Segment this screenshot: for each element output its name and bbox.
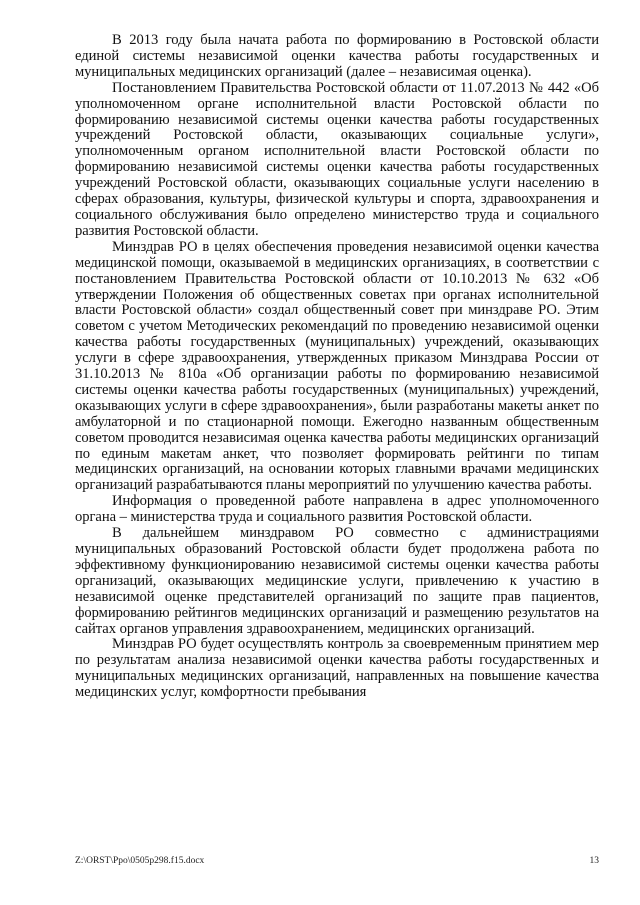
- paragraph-control: Минздрав РО будет осуществлять контроль за своевременным принятием мер по результатам анализа независимой оценки качества работы государственных и муниципальных медицинских организаций, направленных на повышение качества медицинских услуг, комфортности пребывания: [75, 636, 599, 701]
- page-number: 13: [589, 856, 599, 866]
- footer-file-path: Z:\ORST\Ppo\0505p298.f15.docx: [75, 856, 205, 866]
- page-footer: [75, 855, 599, 869]
- paragraph-government-resolution-442: Постановлением Правительства Ростовской области от 11.07.2013 № 442 «Об уполномоченном органе исполнительной власти Ростовской области по формированию независимой системы оценки качества работы государственных учреждений Ростовской области, оказывающих социальные услуги», уполномоченным органом исполнительной власти Ростовской области по формированию независимой системы оценки качества работы государственных учреждений Ростовской области, оказывающих социальные услуги населению в сферах образования, культуры, физической культуры и спорта, здравоохранения и социального обслуживания было определено министерство труда и социального развития Ростовской области.: [75, 79, 599, 239]
- paragraph-public-council: Минздрав РО в целях обеспечения проведения независимой оценки качества медицинской помощи, оказываемой в медицинских организациях, в соответствии с постановлением Правительства Ростовской области от 10.10.2013 № 632 «Об утверждении Положения об общественных советах при органах исполнительной власти Ростовской области» создал общественный совет при минздраве РО. Этим советом с учетом Методических рекомендаций по проведению независимой оценки качества работы государственных (муниципальных) учреждений, оказывающих услуги в сфере здравоохранения, утвержденных приказом Минздрава России от 31.10.2013 № 810а «Об организации работы по формированию независимой системы оценки качества работы государственных (муниципальных) учреждений, оказывающих услуги в сфере здравоохранения», были разработаны макеты анкет по амбулаторной и по стационарной помощи. Ежегодно названным общественным советом проводится независимая оценка качества работы медицинских организаций по единым макетам анкет, что позволяет формировать рейтинги по типам медицинских организаций, на основании которых главными врачами медицинских организаций разрабатываются планы мероприятий по улучшению качества работы.: [75, 238, 599, 494]
- paragraph-information-sent: Информация о проведенной работе направлена в адрес уполномоченного органа – министерства труда и социального развития Ростовской области.: [75, 493, 599, 526]
- document-body: [75, 33, 599, 701]
- paragraph-further-work: В дальнейшем минздравом РО совместно с администрациями муниципальных образований Ростовской области будет продолжена работа по эффективному функционированию независимой системы оценки качества работы организаций, оказывающих медицинские услуги, привлечению к участию в независимой оценке представителей организаций по защите прав пациентов, формированию рейтингов медицинских организаций и размещению результатов на сайтах органов управления здравоохранением, медицинских организаций.: [75, 525, 599, 637]
- paragraph-independent-assessment-start: В 2013 году была начата работа по формированию в Ростовской области единой системы независимой оценки качества работы государственных и муниципальных медицинских организаций (далее – независимая оценка).: [75, 32, 599, 80]
